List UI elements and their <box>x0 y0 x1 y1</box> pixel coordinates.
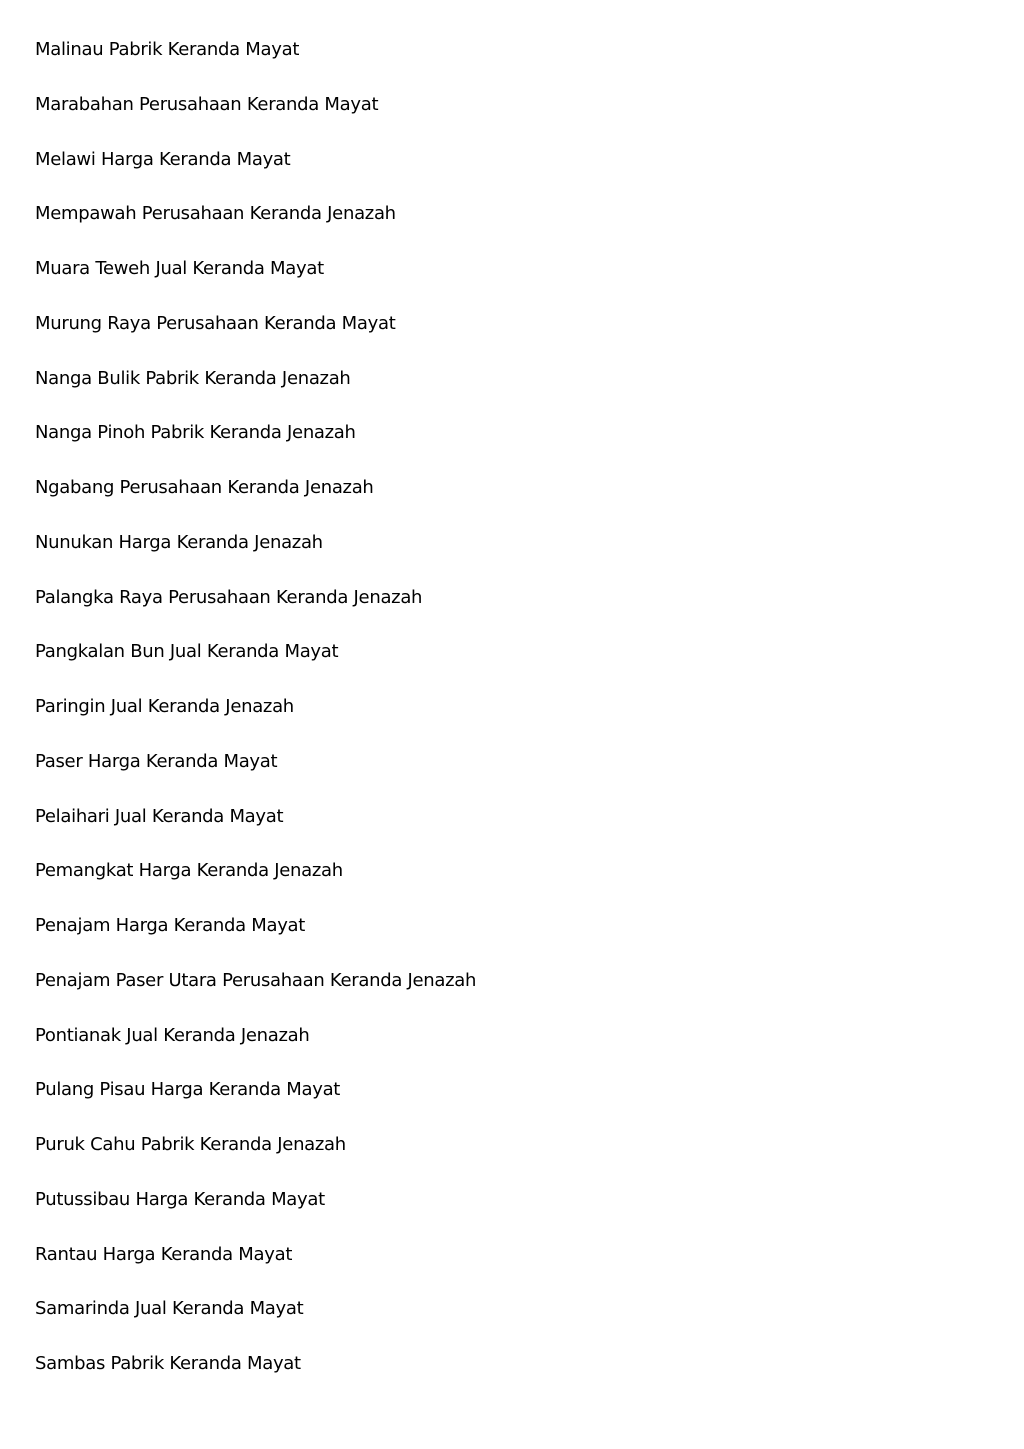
list-item: Puruk Cahu Pabrik Keranda Jenazah <box>35 1134 346 1155</box>
list-item: Pontianak Jual Keranda Jenazah <box>35 1024 310 1046</box>
list-item: Penajam Harga Keranda Mayat <box>35 915 306 936</box>
list-item: Malinau Pabrik Keranda Mayat <box>35 39 300 60</box>
list-item: Ngabang Perusahaan Keranda Jenazah <box>35 477 374 498</box>
list-item: Pelaihari Jual Keranda Mayat <box>35 805 284 827</box>
list-item: Paser Harga Keranda Mayat <box>35 750 278 772</box>
list-item: Murung Raya Perusahaan Keranda Mayat <box>35 312 396 334</box>
list-item: Rantau Harga Keranda Mayat <box>35 1243 293 1265</box>
list-item: Marabahan Perusahaan Keranda Mayat <box>35 93 379 115</box>
list-item: Putussibau Harga Keranda Mayat <box>35 1188 325 1210</box>
list-item: Pemangkat Harga Keranda Jenazah <box>35 860 343 882</box>
list-item: Melawi Harga Keranda Mayat <box>35 148 291 170</box>
list-item: Mempawah Perusahaan Keranda Jenazah <box>35 203 396 225</box>
keyword-list <box>35 37 476 1406</box>
list-item: Paringin Jual Keranda Jenazah <box>35 696 294 717</box>
list-item: Nunukan Harga Keranda Jenazah <box>35 531 323 553</box>
list-item: Sambas Pabrik Keranda Mayat <box>35 1353 301 1374</box>
list-item: Palangka Raya Perusahaan Keranda Jenazah <box>35 586 423 608</box>
list-item: Nanga Pinoh Pabrik Keranda Jenazah <box>35 422 356 444</box>
list-item: Pulang Pisau Harga Keranda Mayat <box>35 1079 341 1101</box>
list-item: Samarinda Jual Keranda Mayat <box>35 1298 304 1320</box>
list-item: Penajam Paser Utara Perusahaan Keranda Jenazah <box>35 969 477 991</box>
list-item: Nanga Bulik Pabrik Keranda Jenazah <box>35 367 351 389</box>
list-item: Muara Teweh Jual Keranda Mayat <box>35 258 324 279</box>
list-item: Pangkalan Bun Jual Keranda Mayat <box>35 641 339 663</box>
